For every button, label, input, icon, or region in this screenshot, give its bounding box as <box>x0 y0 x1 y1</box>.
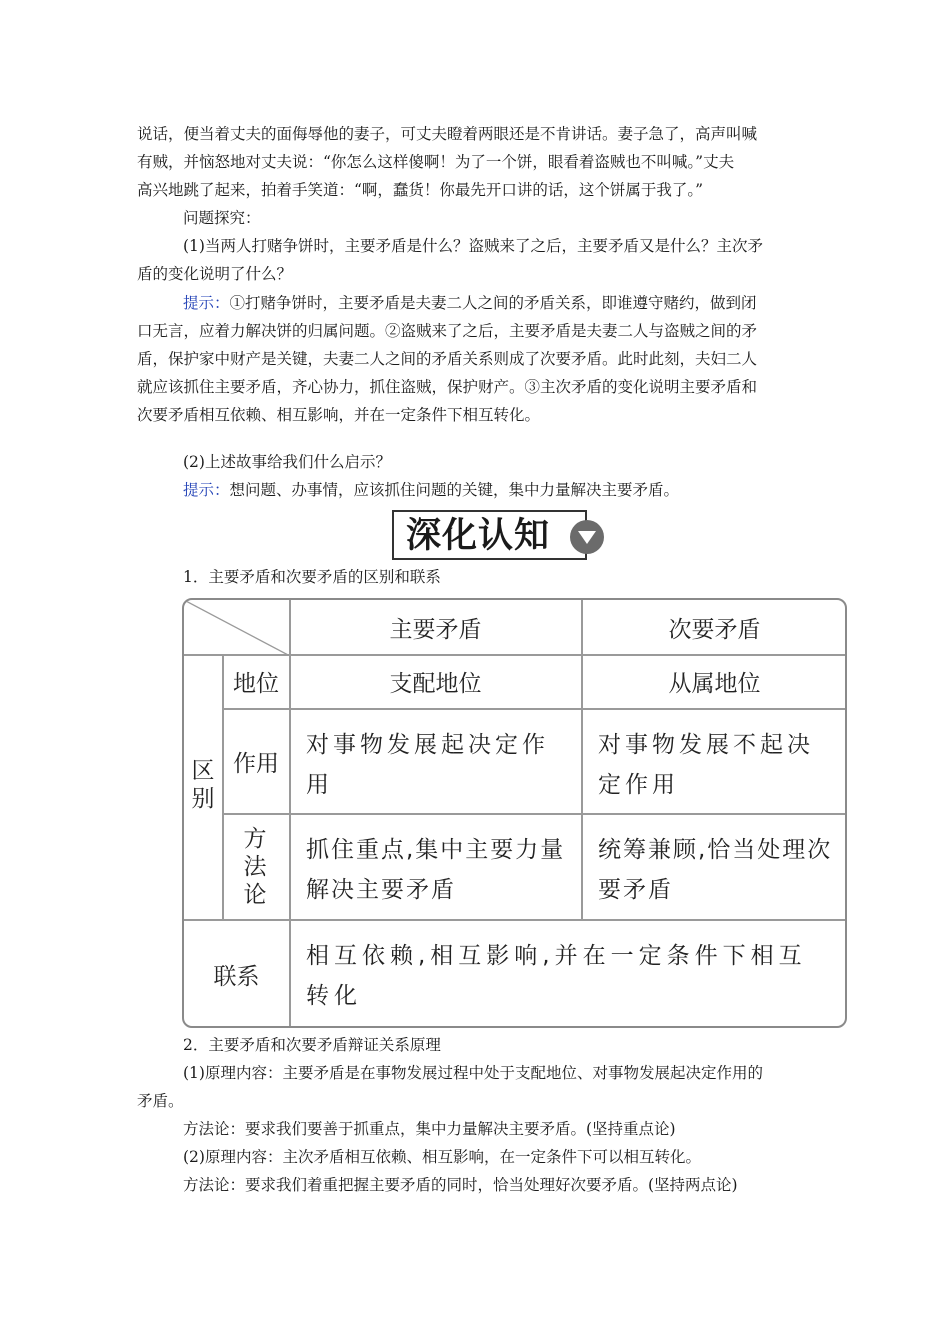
story-line-3: 高兴地跳了起来，拍着手笑道：“啊，蠢货！你最先开口讲的话，这个饼属于我了。” <box>137 181 704 199</box>
answer-1-first: ①打赌争饼时，主要矛盾是夫妻二人之间的矛盾关系，即谁遵守赌约，做到闭 <box>229 294 757 312</box>
row-label-status: 地位 <box>233 671 279 697</box>
secondary-status: 从属地位 <box>668 671 761 697</box>
hint-label: 提示： <box>183 294 230 312</box>
row-label-method: 方法论 <box>243 826 267 908</box>
group-label-difference: 区别 <box>191 758 215 812</box>
section-heading-box <box>392 510 587 560</box>
header-main-contradiction: 主要矛盾 <box>389 616 482 643</box>
section-heading: 深化认知 <box>406 516 551 556</box>
method-1: 方法论：要求我们要善于抓重点，集中力量解决主要矛盾。(坚持重点论) <box>183 1120 676 1138</box>
hint-label-2: 提示： <box>183 481 230 499</box>
header-secondary-contradiction: 次要矛盾 <box>668 616 761 643</box>
answer-1-line-3: 盾，保护家中财产是关键，夫妻二人之间的矛盾关系则成了次要矛盾。此时此刻，夫妇二人 <box>137 350 758 368</box>
main-effect: 对事物发展起决定作用 <box>306 732 549 798</box>
principle-1-line-2: 矛盾。 <box>137 1092 184 1110</box>
answer-1-line-1 <box>183 293 757 313</box>
link-text: 相互依赖,相互影响,并在一定条件下相互转化 <box>306 943 807 1009</box>
secondary-effect: 对事物发展不起决定作用 <box>598 732 814 798</box>
story-line-1: 说话，便当着丈夫的面侮辱他的妻子，可丈夫瞪着两眼还是不肯讲话。妻子急了，高声叫喊 <box>137 125 758 143</box>
method-2: 方法论：要求我们着重把握主要矛盾的同时，恰当处理好次要矛盾。(坚持两点论) <box>183 1176 738 1194</box>
question-1-line-2: 盾的变化说明了什么？ <box>137 265 293 283</box>
main-status: 支配地位 <box>389 671 482 697</box>
item-1-title: 1．主要矛盾和次要矛盾的区别和联系 <box>183 568 441 586</box>
secondary-method: 统筹兼顾,恰当处理次要矛盾 <box>598 837 833 903</box>
comparison-table <box>182 598 847 1028</box>
question-2: (2)上述故事给我们什么启示？ <box>183 453 391 471</box>
principle-1-line-1: (1)原理内容：主要矛盾是在事物发展过程中处于支配地位、对事物发展起决定作用的 <box>183 1064 763 1082</box>
answer-1-line-5: 次要矛盾相互依赖、相互影响，并在一定条件下相互转化。 <box>137 406 541 424</box>
principle-2: (2)原理内容：主次矛盾相互依赖、相互影响，在一定条件下可以相互转化。 <box>183 1148 701 1166</box>
answer-2-text: 想问题、办事情，应该抓住问题的关键，集中力量解决主要矛盾。 <box>229 481 680 499</box>
answer-1-line-4: 就应该抓住主要矛盾，齐心协力，抓住盗贼，保护财产。③主次矛盾的变化说明主要矛盾和 <box>137 378 758 396</box>
inquiry-title: 问题探究： <box>183 209 261 227</box>
answer-2 <box>183 480 679 500</box>
item-2-title: 2．主要矛盾和次要矛盾辩证关系原理 <box>183 1036 441 1054</box>
row-label-link: 联系 <box>213 963 260 990</box>
question-1-line-1: (1)当两人打赌争饼时，主要矛盾是什么？盗贼来了之后，主要矛盾又是什么？主次矛 <box>183 237 763 255</box>
triangle-down-icon <box>570 520 604 554</box>
answer-1-line-2: 口无言，应着力解决饼的归属问题。②盗贼来了之后，主要矛盾是夫妻二人与盗贼之间的矛 <box>137 322 758 340</box>
row-label-effect: 作用 <box>233 750 279 777</box>
main-method: 抓住重点,集中主要力量解决主要矛盾 <box>306 837 566 903</box>
story-line-2: 有贼，并恼怒地对丈夫说：“你怎么这样傻啊！为了一个饼，眼看着盗贼也不叫喊。”丈夫 <box>137 153 735 171</box>
diagonal-divider <box>184 600 290 656</box>
